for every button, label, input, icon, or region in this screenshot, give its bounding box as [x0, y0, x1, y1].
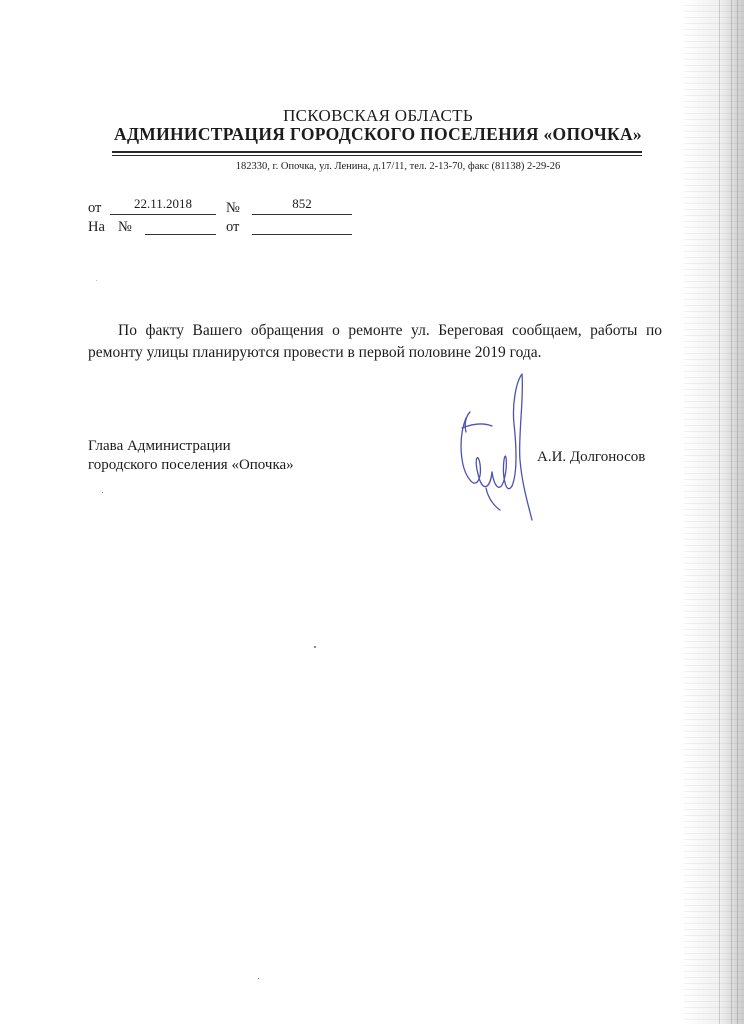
reply-label: На: [88, 219, 105, 235]
reply-number-underline: [145, 234, 216, 235]
body-paragraph: По факту Вашего обращения о ремонте ул. Береговая сообщаем, работы по ремонту улицы планируются провести в первой половине 2019 года.: [88, 322, 662, 361]
handwritten-signature: [452, 368, 548, 528]
letter-date: 22.11.2018: [133, 196, 193, 211]
scan-stripe: [737, 0, 738, 1024]
reply-date-underline: [252, 234, 352, 235]
signatory-name: А.И. Долгоносов: [537, 449, 646, 465]
signatory-title-line1: Глава Администрации: [88, 438, 231, 454]
date-underline: [110, 214, 216, 215]
letterhead-divider-thin: [112, 155, 642, 156]
scan-stripe: [731, 0, 732, 1024]
scan-speck: [102, 492, 103, 493]
letterhead-organization: АДМИНИСТРАЦИЯ ГОРОДСКОГО ПОСЕЛЕНИЯ «ОПОЧКА»: [114, 124, 642, 144]
scan-stripe: [719, 0, 720, 1024]
number-label: №: [226, 200, 240, 216]
scan-speck: [96, 280, 97, 281]
signatory-title-line2: городского поселения «Опочка»: [88, 457, 294, 473]
letterhead-region: ПСКОВСКАЯ ОБЛАСТЬ: [283, 106, 473, 125]
scan-speck: [314, 646, 316, 648]
letter-number: 852: [292, 196, 312, 211]
signatory-title: [88, 437, 294, 475]
from-label: от: [88, 200, 102, 216]
letterhead-address: 182330, г. Опочка, ул. Ленина, д.17/11, тел. 2-13-70, факс (81138) 2-29-26: [235, 161, 561, 172]
scan-speck: [258, 978, 259, 979]
scan-edge-artifact: [684, 0, 744, 1024]
letter-body: [88, 320, 662, 364]
letterhead-divider: [112, 151, 642, 153]
reply-number-label: №: [118, 219, 132, 235]
reply-from-label: от: [226, 219, 240, 235]
number-underline: [252, 214, 352, 215]
